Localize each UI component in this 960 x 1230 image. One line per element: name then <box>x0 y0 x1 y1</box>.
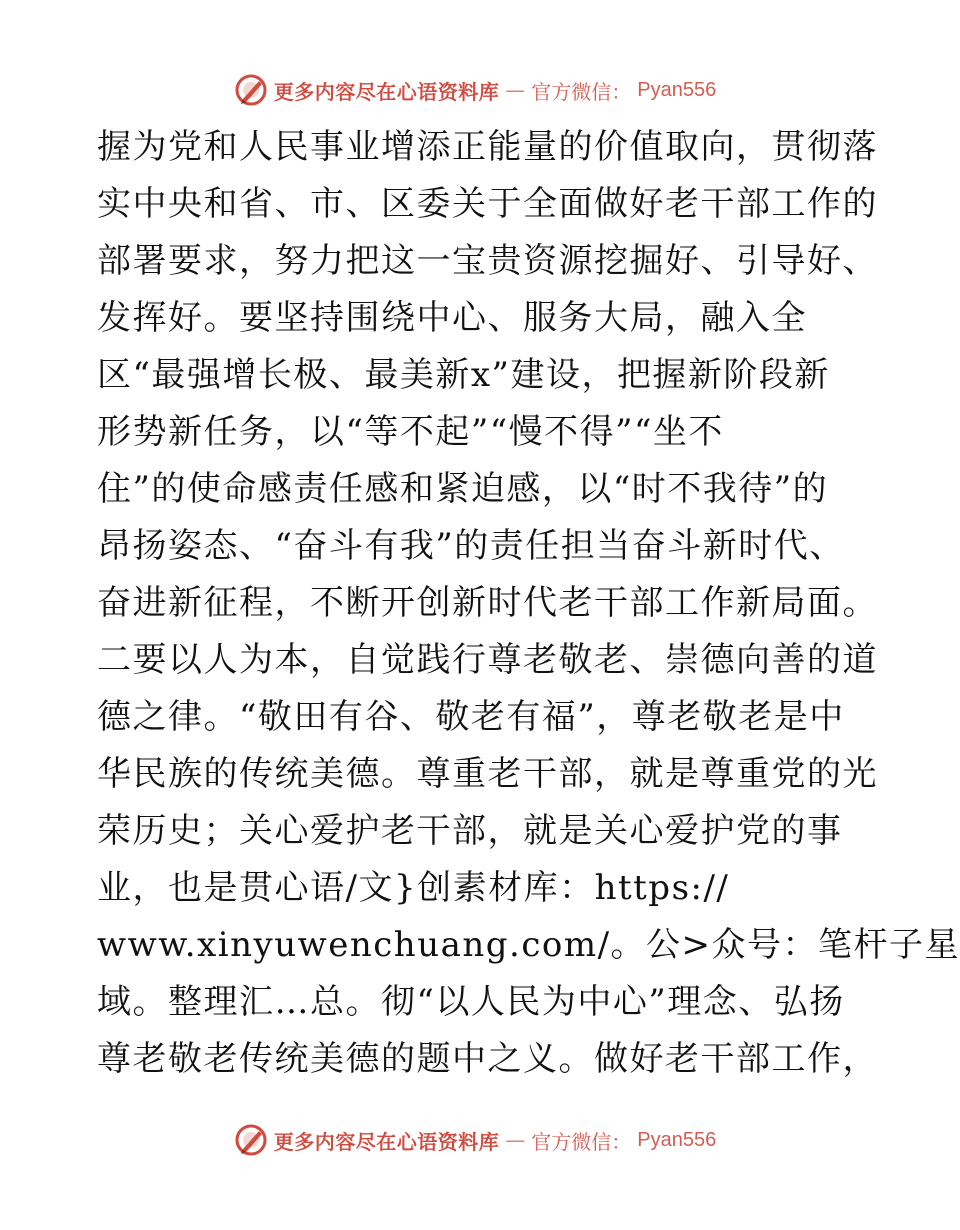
text-line: 住”的使命感责任感和紧迫感，以“时不我待”的 <box>97 469 829 509</box>
pen-logo-icon <box>234 73 268 107</box>
banner-slogan: 更多内容尽在心语资料库 <box>273 1129 500 1154</box>
text-line: 发挥好。要坚持围绕中心、服务大局，融入全 <box>97 298 807 338</box>
text-line: 部署要求，努力把这一宝贵资源挖掘好、引导好、 <box>97 241 878 281</box>
banner-wechat-label: 官方微信： <box>531 79 632 104</box>
text-line: 形势新任务，以“等不起”“慢不得”“坐不 <box>97 412 724 452</box>
banner-separator: — <box>505 1128 526 1152</box>
text-line: 二要以人为本，自觉践行尊老敬老、崇德向善的道 <box>97 640 878 680</box>
text-line: 昂扬姿态、“奋斗有我”的责任担当奋斗新时代、 <box>97 526 845 566</box>
document-body <box>97 119 960 1088</box>
text-line: 荣历史；关心爱护老干部，就是关心爱护党的事 <box>97 811 843 851</box>
banner-wechat-id: Pyan556 <box>637 78 717 101</box>
text-line: 奋进新征程，不断开创新时代老干部工作新局面。 <box>97 583 878 623</box>
banner-separator: — <box>505 78 526 102</box>
text-line: 德之律。“敬田有谷、敬老有福”，尊老敬老是中 <box>97 697 845 737</box>
text-line: 实中央和省、市、区委关于全面做好老干部工作的 <box>97 184 878 224</box>
text-line: 业，也是贯心语/文}创素材库：https:// <box>97 868 730 908</box>
text-line: www.xinyuwenchuang.com/。公>众号：笔杆子星 <box>97 925 960 965</box>
text-line: 区“最强增长极、最美新x”建设，把握新阶段新 <box>97 355 830 395</box>
banner-slogan: 更多内容尽在心语资料库 <box>273 79 500 104</box>
banner-wechat-id: Pyan556 <box>637 1128 717 1151</box>
footer-banner <box>0 1120 950 1160</box>
pen-logo-icon <box>234 1123 268 1157</box>
text-line: 尊老敬老传统美德的题中之义。做好老干部工作， <box>97 1039 878 1079</box>
banner-wechat-label: 官方微信： <box>531 1129 632 1154</box>
text-line: 握为党和人民事业增添正能量的价值取向，贯彻落 <box>97 127 878 167</box>
text-line: 域。整理汇…总。彻“以人民为中心”理念、弘扬 <box>97 982 845 1022</box>
text-line: 华民族的传统美德。尊重老干部，就是尊重党的光 <box>97 754 878 794</box>
header-banner <box>0 70 950 110</box>
